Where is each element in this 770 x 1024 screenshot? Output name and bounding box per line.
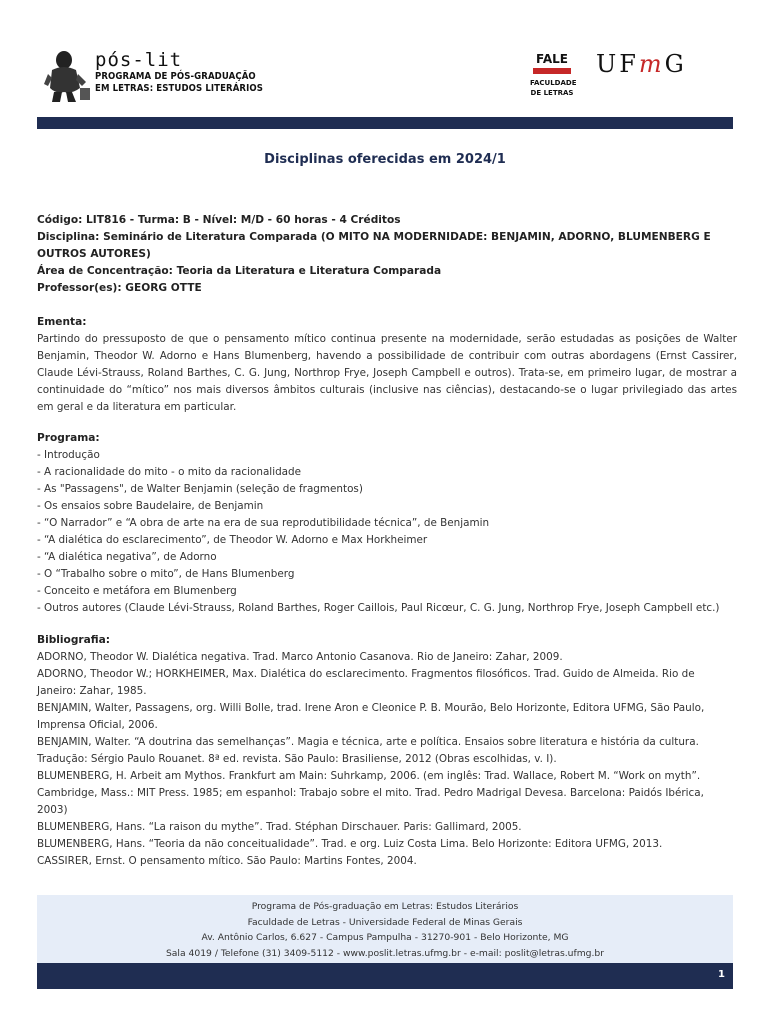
course-code-line: Código: LIT816 - Turma: B - Nível: M/D - 60 horas - 4 Créditos bbox=[37, 214, 401, 226]
bibliografia-section bbox=[37, 632, 737, 870]
reference-item: BENJAMIN, Walter, Passagens, org. Willi Bolle, trad. Irene Aron e Cleonice P. B. Mourão, Belo Horizonte, Editora UFMG, São Paulo, Imprensa Oficial, 2006. bbox=[37, 702, 705, 731]
page-title: Disciplinas oferecidas em 2024/1 bbox=[264, 152, 506, 167]
page-footer bbox=[37, 895, 733, 963]
fale-title: FALE bbox=[536, 52, 568, 66]
ementa-text: Partindo do pressuposto de que o pensamento mítico continua presente na modernidade, serão estudadas as posições de Walter Benjamin, Theodor W. Adorno e Hans Blumenberg, havendo a possibilidade de contribuir com outras abordagens (Ernst Cassirer, Claude Lévi-Strauss, Roland Barthes, C. G. Jung, Northrop Frye, Joseph Campbell e outros). Trata-se, em primeiro lugar, de mostrar a continuidade do “mítico” nos mais diversos âmbitos culturais (inclusive nas ciências), destacando-se o lugar privilegiado das artes em geral e da literatura em particular. bbox=[37, 333, 737, 413]
poslit-wordmark bbox=[95, 49, 263, 95]
ufmg-letters-uf: UF bbox=[596, 50, 639, 78]
bibliografia-heading: Bibliografia: bbox=[37, 634, 111, 646]
course-meta bbox=[37, 212, 737, 297]
reference-item: ADORNO, Theodor W.; HORKHEIMER, Max. Dialética do esclarecimento. Fragmentos filosóficos. Trad. Guido de Almeida. Rio de Janeiro: Zahar, 1985. bbox=[37, 668, 695, 697]
list-item: - Outros autores (Claude Lévi-Strauss, Roland Barthes, Roger Caillois, Paul Ricœur, C. G. Jung, Northrop Frye, Joseph Campbell etc.) bbox=[37, 602, 720, 614]
reference-item: BLUMENBERG, H. Arbeit am Mythos. Frankfurt am Main: Suhrkamp, 2006. (em inglês: Trad. Wallace, Robert M. “Work on myth”. Cambridge, Mass.: MIT Press. 1985; em espanhol: Trabajo sobre el mito. Trad. Pedro Madrigal Devesa. Barcelona: Paidós Ibérica, 2003) bbox=[37, 770, 704, 816]
list-item: - Conceito e metáfora em Blumenberg bbox=[37, 585, 237, 597]
poslit-figure-logo-icon bbox=[42, 48, 92, 102]
list-item: - “A dialética negativa”, de Adorno bbox=[37, 551, 217, 563]
reference-item: ADORNO, Theodor W. Dialética negativa. Trad. Marco Antonio Casanova. Rio de Janeiro: Zahar, 2009. bbox=[37, 651, 563, 663]
page-header bbox=[0, 0, 770, 118]
fale-red-bar bbox=[533, 68, 571, 74]
footer-bar bbox=[37, 963, 733, 989]
program-subtitle-2: EM LETRAS: ESTUDOS LITERÁRIOS bbox=[95, 83, 264, 94]
course-professor-line: Professor(es): GEORG OTTE bbox=[37, 282, 202, 294]
list-item: - As "Passagens", de Walter Benjamin (seleção de fragmentos) bbox=[37, 483, 363, 495]
list-item: - O “Trabalho sobre o mito”, de Hans Blumenberg bbox=[37, 568, 295, 580]
programa-heading: Programa: bbox=[37, 432, 100, 444]
program-subtitle-1: PROGRAMA DE PÓS-GRADUAÇÃO bbox=[95, 71, 256, 82]
reference-item: BLUMENBERG, Hans. “Teoria da não conceitualidade”. Trad. e org. Luiz Costa Lima. Belo Horizonte: Editora UFMG, 2013. bbox=[37, 838, 663, 850]
footer-contact-line: Sala 4019 / Telefone (31) 3409-5112 - www.poslit.letras.ufmg.br - e-mail: poslit@letras.ufmg.br bbox=[165, 947, 605, 959]
list-item: - Introdução bbox=[37, 449, 100, 461]
list-item: - “O Narrador” e “A obra de arte na era de sua reprodutibilidade técnica”, de Benjamin bbox=[37, 517, 490, 529]
course-discipline-line: Disciplina: Seminário de Literatura Comparada (O MITO NA MODERNIDADE: BENJAMIN, ADORNO, BLUMENBERG E OUTROS AUTORES) bbox=[37, 231, 711, 260]
list-item: - Os ensaios sobre Baudelaire, de Benjamin bbox=[37, 500, 264, 512]
list-item: - A racionalidade do mito - o mito da racionalidade bbox=[37, 466, 302, 478]
program-title: pós-lit bbox=[95, 49, 183, 71]
list-item: - “A dialética do esclarecimento”, de Theodor W. Adorno e Max Horkheimer bbox=[37, 534, 428, 546]
header-divider-bar bbox=[37, 117, 733, 129]
fale-logo bbox=[530, 52, 577, 98]
fale-subtitle-1: FACULDADE bbox=[530, 79, 577, 87]
page-number: 1 bbox=[718, 969, 725, 980]
programa-section bbox=[37, 430, 737, 617]
ementa-section bbox=[37, 314, 737, 416]
fale-subtitle-2: DE LETRAS bbox=[530, 89, 574, 97]
ufmg-letters-g: G bbox=[664, 50, 687, 78]
course-area-line: Área de Concentração: Teoria da Literatura e Literatura Comparada bbox=[37, 265, 442, 277]
reference-item: BLUMENBERG, Hans. “La raison du mythe”. Trad. Stéphan Dirschauer. Paris: Gallimard, 2005. bbox=[37, 821, 522, 833]
ementa-heading: Ementa: bbox=[37, 316, 87, 328]
reference-item: CASSIRER, Ernst. O pensamento mítico. São Paulo: Martins Fontes, 2004. bbox=[37, 855, 417, 867]
reference-item: BENJAMIN, Walter. “A doutrina das semelhanças”. Magia e técnica, arte e política. Ensaios sobre literatura e história da cultura. Tradução: Sérgio Paulo Rouanet. 8ª ed. revista. São Paulo: Brasiliense, 2012 (Obras escolhidas, v. I). bbox=[37, 736, 699, 765]
ufmg-letters-m: m bbox=[638, 50, 665, 78]
footer-address-line: Av. Antônio Carlos, 6.627 - Campus Pampulha - 31270-901 - Belo Horizonte, MG bbox=[201, 932, 569, 943]
footer-program-line: Programa de Pós-graduação em Letras: Estudos Literários bbox=[251, 901, 519, 912]
ufmg-logo bbox=[596, 50, 687, 78]
footer-faculty-line: Faculdade de Letras - Universidade Federal de Minas Gerais bbox=[247, 916, 523, 928]
